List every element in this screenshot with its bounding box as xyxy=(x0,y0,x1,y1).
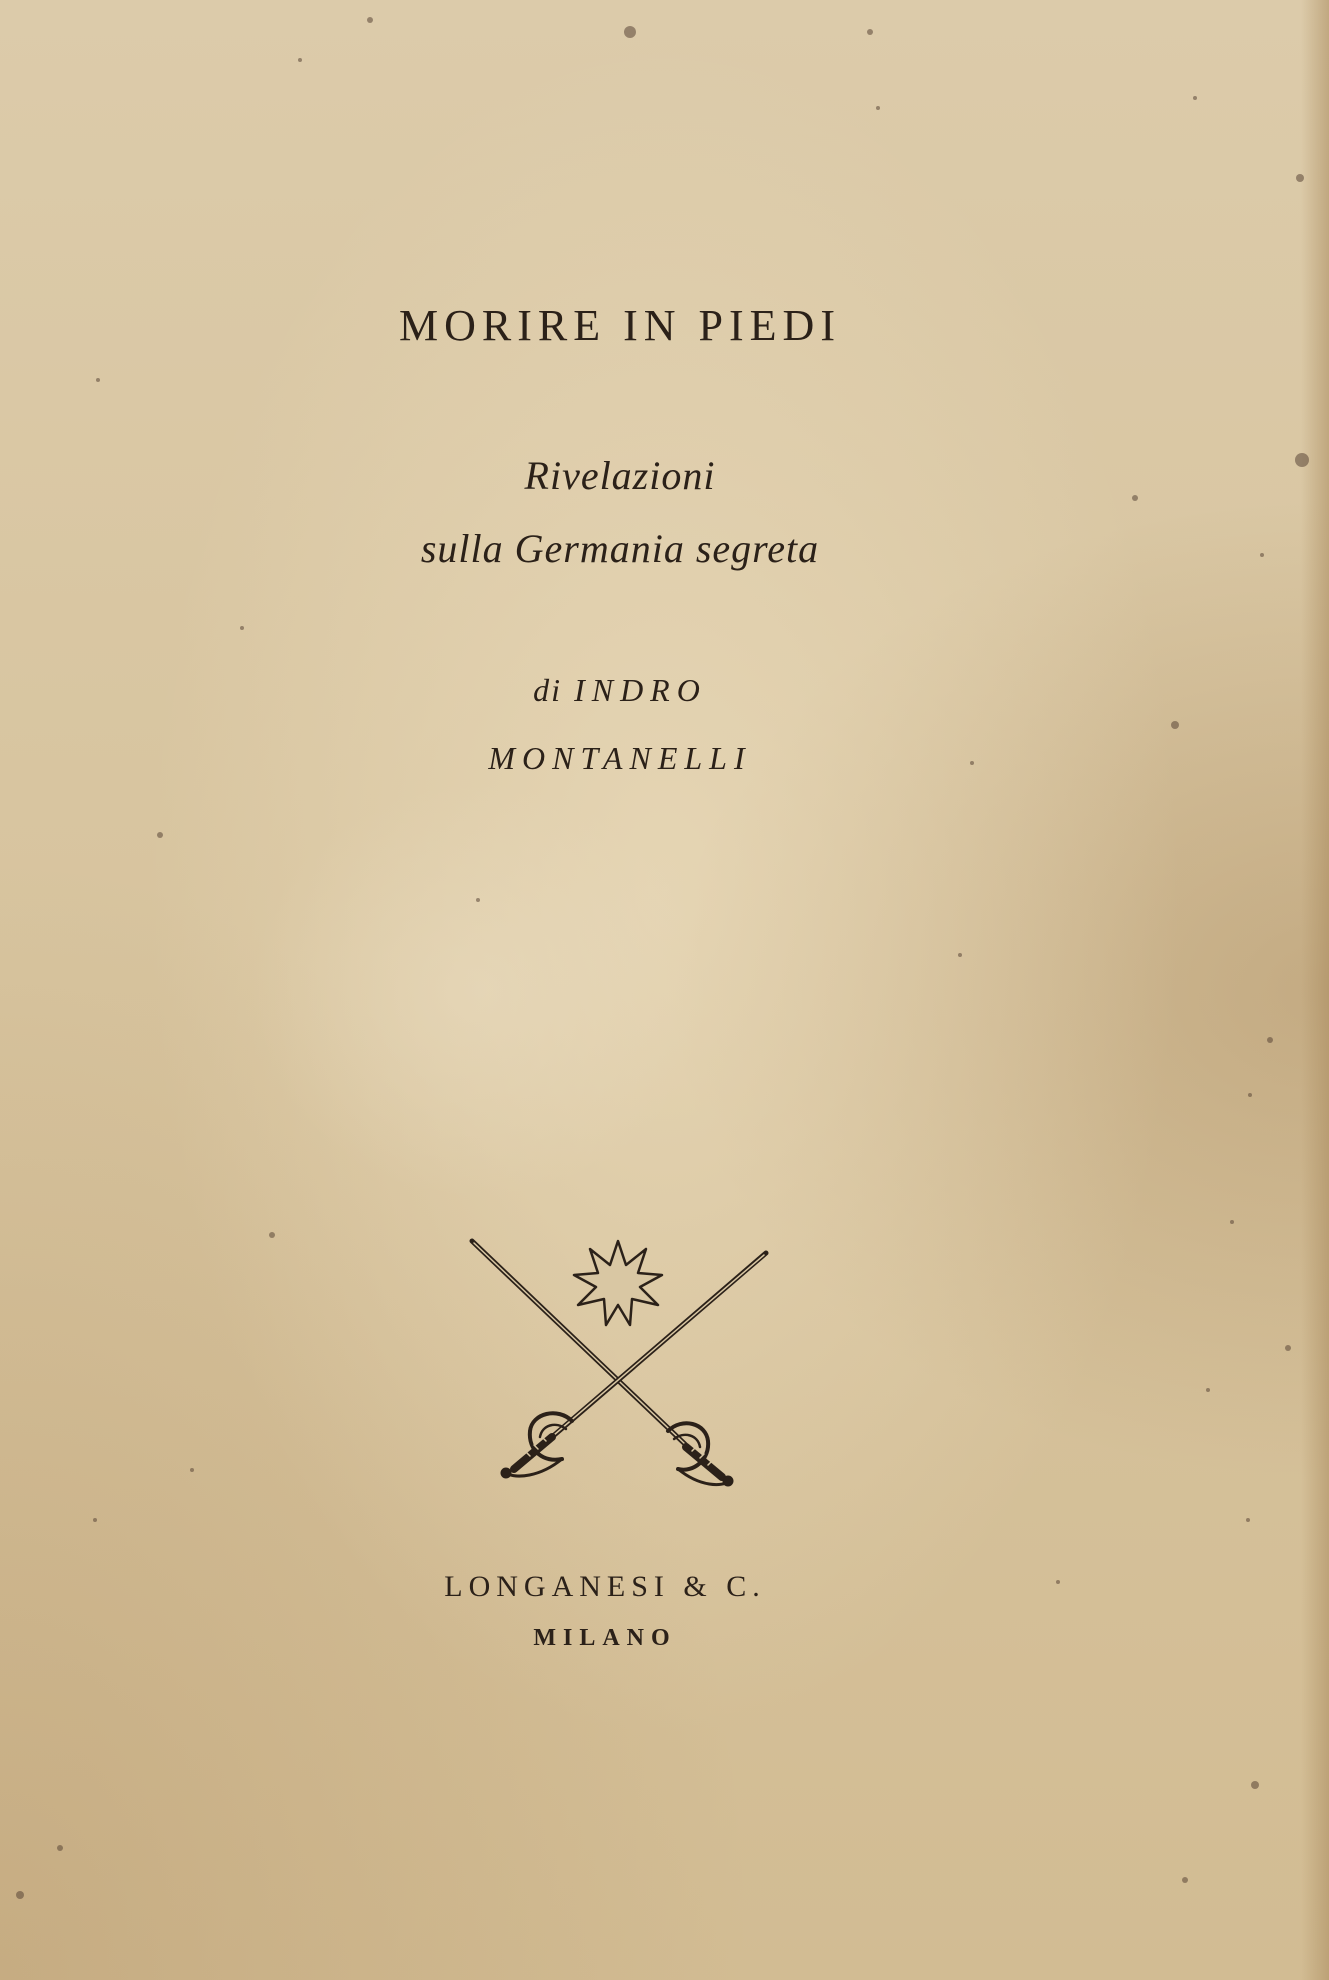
crossed-swords-star-icon xyxy=(460,1225,780,1525)
book-title: MORIRE IN PIEDI xyxy=(399,301,841,350)
author-line-1 xyxy=(0,672,1240,709)
publisher-name: LONGANESI & C. xyxy=(444,1570,766,1603)
publisher-city: MILANO xyxy=(533,1625,677,1651)
subtitle-line-1: Rivelazioni xyxy=(524,453,716,498)
author-last-name: MONTANELLI xyxy=(488,740,752,776)
subtitle-line-2: sulla Germania segreta xyxy=(420,526,820,571)
author-first-name: INDRO xyxy=(574,672,707,708)
star-icon xyxy=(574,1241,662,1325)
author-prefix: di xyxy=(533,672,563,708)
